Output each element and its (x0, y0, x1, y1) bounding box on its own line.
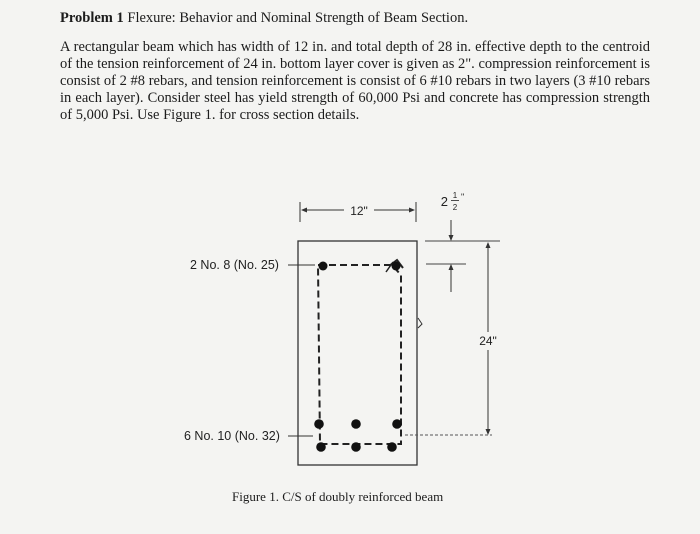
problem-title: Flexure: Behavior and Nominal Strength of Beam Section. (127, 10, 469, 26)
problem-number: Problem 1 (60, 10, 124, 26)
stirrup (318, 265, 401, 444)
compression-bar-right (392, 262, 401, 271)
tension-bar-upper-middle (351, 419, 361, 429)
depth-arrow-top (486, 242, 491, 248)
width-dim-label: 12" (350, 204, 368, 218)
cover-denominator: 2 (452, 203, 458, 212)
cover-arrow-top (449, 235, 454, 241)
cover-dim-label (441, 191, 464, 212)
tension-bar-upper-left (314, 419, 324, 429)
compression-bar-left (319, 262, 328, 271)
stirrup-pointer-mark (418, 318, 422, 328)
compression-steel-label: 2 No. 8 (No. 25) (190, 258, 279, 272)
width-arrow-right (409, 208, 415, 213)
tension-bar-upper-right (392, 419, 402, 429)
width-arrow-left (301, 208, 307, 213)
problem-body: A rectangular beam which has width of 12 in. and total depth of 28 in. effective depth to the centroid of the tension reinforcement of 24 in. bottom layer cover is given as 2". compression reinforcement is consist of 2 #8 rebars, and tension reinforcement is consist of 6 #10 rebars in two layers (3 #10 rebars in each layer). Consider steel has yield strength of 60,000 Psi and concrete has compression strength of 5,000 Psi. Use Figure 1. for cross section details. (60, 39, 650, 123)
cover-numerator: 1 (452, 191, 458, 200)
figure-caption: Figure 1. C/S of doubly reinforced beam (232, 489, 444, 504)
tension-steel-label: 6 No. 10 (No. 32) (184, 429, 280, 443)
tension-bar-lower-right (387, 442, 397, 452)
tension-bar-lower-left (316, 442, 326, 452)
cover-arrow-bottom (449, 264, 454, 270)
depth-dim-label: 24" (479, 334, 497, 348)
cover-unit: " (461, 192, 465, 202)
depth-arrow-bottom (486, 429, 491, 435)
beam-outline (298, 241, 417, 465)
cover-whole: 2 (440, 194, 448, 209)
tension-bar-lower-middle (351, 442, 361, 452)
